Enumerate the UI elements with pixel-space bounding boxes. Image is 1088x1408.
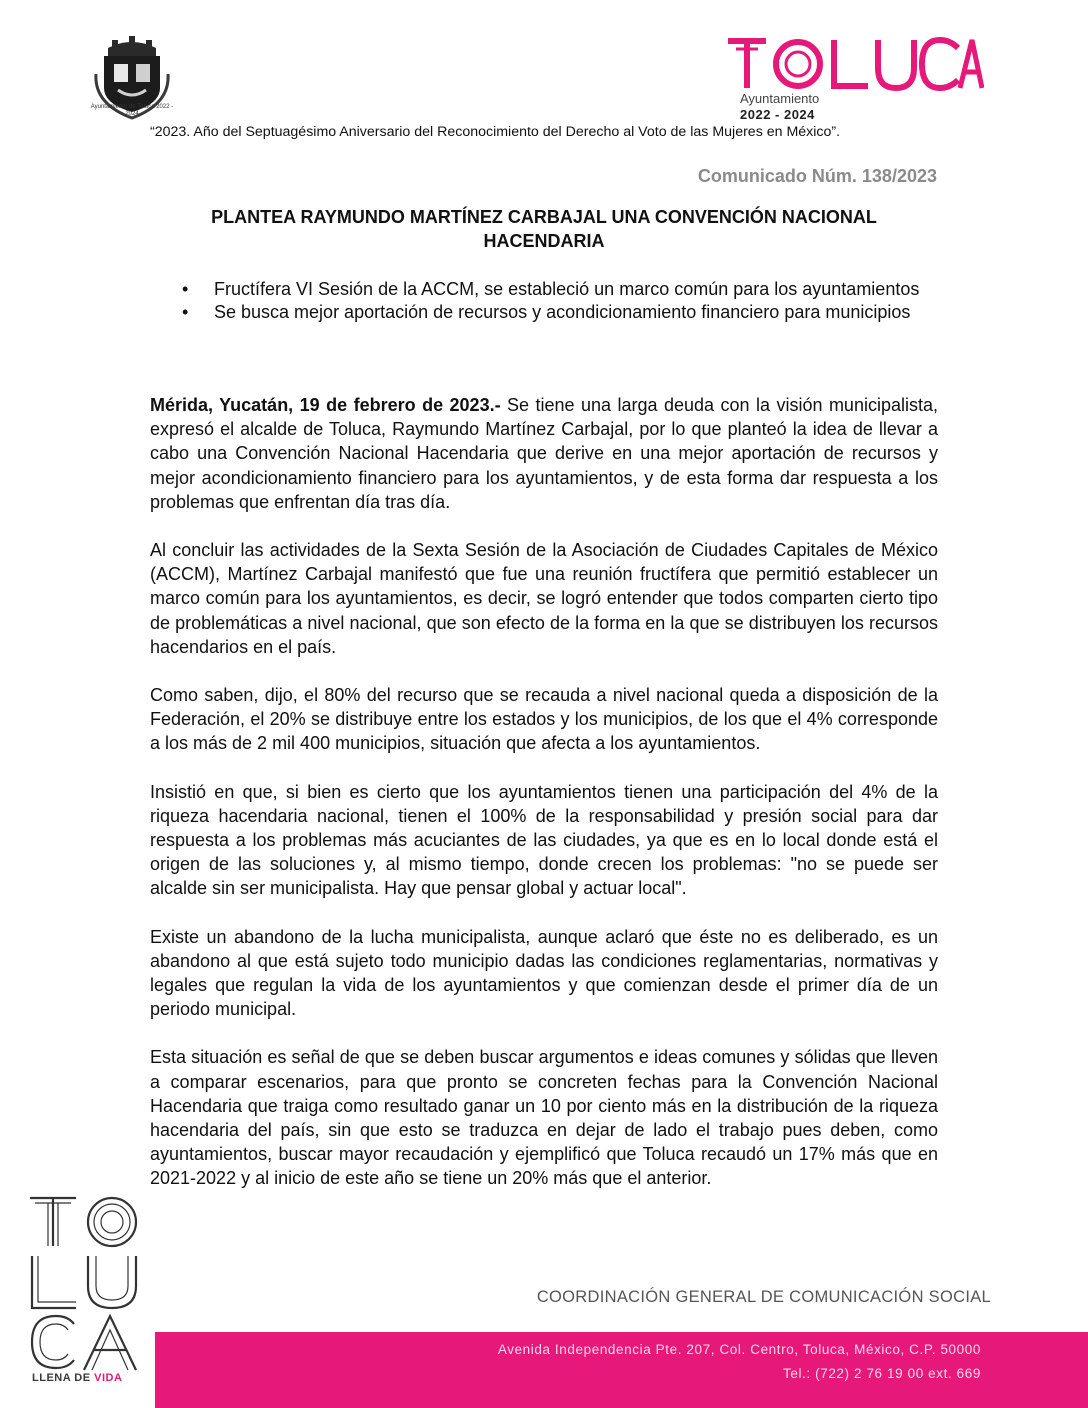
bullet-dot: •: [182, 279, 189, 299]
paragraph: [150, 393, 938, 514]
list-item: [150, 301, 938, 324]
headline: [150, 205, 938, 253]
coordination-office: COORDINACIÓN GENERAL DE COMUNICACIÓN SOCIAL: [536, 1288, 991, 1306]
official-motto: “2023. Año del Septuagésimo Aniversario del Reconocimiento del Derecho al Voto de las Mujeres en México”.: [150, 124, 841, 140]
highlights-list: [150, 278, 938, 324]
toluca-brand-logo: [726, 36, 984, 92]
toluca-stacked-logo: [26, 1192, 146, 1374]
side-logo-caption: [32, 1372, 122, 1384]
list-item: [150, 278, 938, 301]
paragraph: Esta situación es señal de que se deben buscar argumentos e ideas comunes y sólidas que lleven a comparar escenarios, para que pronto se concreten fechas para la Convención Nacional Hacendaria que traiga como resultado ganar un 10 por ciento más en la distribución de la riqueza hacendaria del país, sin que esto se traduzca en dejar de lado el trabajo pues deben, como ayuntamientos, buscar mayor recaudación y ejemplificó que Toluca recaudó un 17% más que en 2021-2022 y al inicio de este año se tiene un 20% más que el anterior.: [150, 1047, 938, 1189]
headline-line-1: PLANTEA RAYMUNDO MARTÍNEZ CARBAJAL UNA CONVENCIÓN NACIONAL: [211, 207, 877, 227]
footer-address: Avenida Independencia Pte. 207, Col. Centro, Toluca, México, C.P. 50000: [497, 1342, 981, 1357]
headline-line-2: HACENDARIA: [483, 231, 605, 251]
paragraph-text: Se tiene una larga deuda con la visión municipalista, expresó el alcalde de Toluca, Raymundo Martínez Carbajal, por lo que planteó la idea de llevar a cabo una Convención Nacional Hacendaria que derive en una mejor aportación de recursos y mejor acondicionamiento financiero para los ayuntamientos, y de esta forma dar respuesta a los problemas que enfrentan día tras día.: [150, 395, 938, 512]
caption-part-a: LLENA DE: [32, 1372, 91, 1384]
article-body: [150, 393, 938, 1215]
footer-phone: Tel.: (722) 2 76 19 00 ext. 669: [783, 1366, 981, 1381]
bullet-dot: •: [182, 302, 189, 322]
highlight-text: Se busca mejor aportación de recursos y acondicionamiento financiero para municipios: [214, 302, 911, 322]
paragraph: Existe un abandono de la lucha municipalista, aunque aclaró que éste no es deliberado, es un abandono al que está sujeto todo municipio dadas las condiciones reglamentarias, normativas y legales que regulan la vida de los ayuntamientos y que comienzan desde el primer día de un periodo municipal.: [150, 926, 938, 1020]
dateline: Mérida, Yucatán, 19 de febrero de 2023.-: [150, 395, 501, 415]
caption-part-b: VIDA: [90, 1372, 123, 1384]
paragraph: Insistió en que, si bien es cierto que los ayuntamientos tienen una participación del 4% de la riqueza hacendaria nacional, tienen el 100% de la responsabilidad y presión social para dar respuesta a los problemas más acuciantes de las ciudades, ya que es en lo local donde está el origen de las soluciones y, al mismo tiempo, donde crecen los problemas: "no se puede ser alcalde sin ser municipalista. Hay que pensar global y actuar local".: [150, 781, 938, 899]
press-release-number: Comunicado Núm. 138/2023: [697, 166, 937, 186]
highlight-text: Fructífera VI Sesión de la ACCM, se estableció un marco común para los ayuntamientos: [214, 279, 920, 299]
seal-caption: Ayuntamiento de Toluca 2022 - 2024: [90, 104, 174, 117]
brand-subtitle: Ayuntamiento: [740, 91, 820, 106]
paragraph: Como saben, dijo, el 80% del recurso que se recauda a nivel nacional queda a disposición de la Federación, el 20% se distribuye entre los estados y los municipios, de los que el 4% corresponde a los más de 2 mil 400 municipios, situación que afecta a los ayuntamientos.: [150, 685, 938, 754]
brand-years: 2022 - 2024: [740, 107, 815, 122]
paragraph: Al concluir las actividades de la Sexta Sesión de la Asociación de Ciudades Capitales de México (ACCM), Martínez Carbajal manifestó que fue una reunión fructífera que permitió establecer un marco común para los ayuntamientos, es decir, se logró entender que todos comparten cierto tipo de problemáticas a nivel nacional, que son efecto de la forma en la que se distribuyen los recursos hacendarios en el país.: [150, 540, 938, 657]
